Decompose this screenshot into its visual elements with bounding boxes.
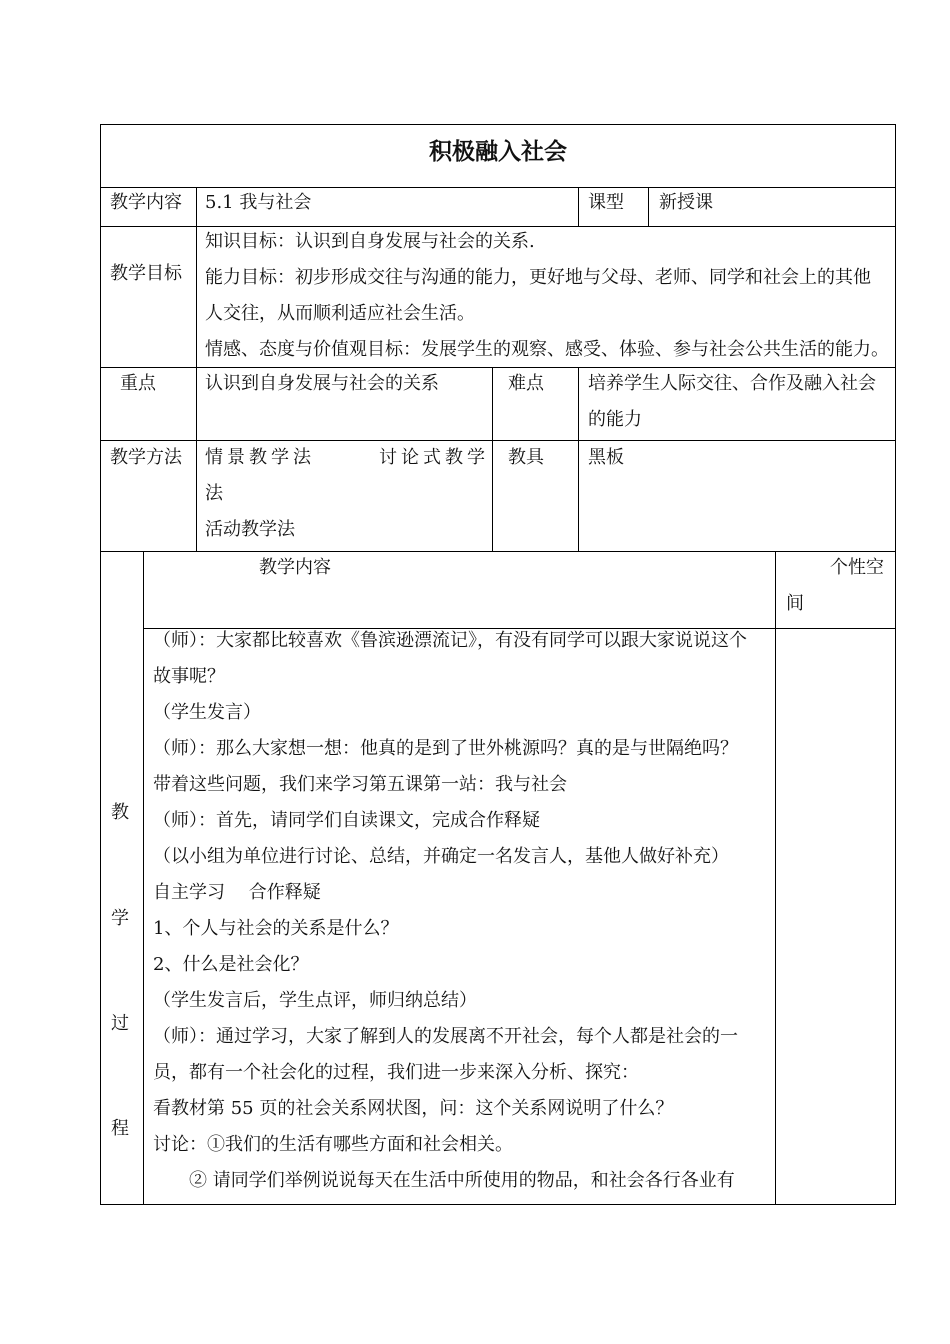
difficulty-line: 培养学生人际交往、合作及融入社会 <box>588 373 876 394</box>
process-line: （学生发言） <box>153 702 261 723</box>
difficulty-label: 难点 <box>508 373 544 394</box>
page-title: 积极融入社会 <box>429 139 567 165</box>
content-column-header: 教学内容 <box>259 557 331 578</box>
table-border-top <box>100 124 896 125</box>
process-line: （师）：大家都比较喜欢《鲁滨逊漂流记》，有没有同学可以跟大家说说这个 <box>153 630 747 651</box>
process-line: 讨论：①我们的生活有哪些方面和社会相关。 <box>153 1134 513 1155</box>
process-line: 故事呢？ <box>153 666 225 687</box>
key-point-label: 重点 <box>120 373 156 394</box>
process-line: 自主学习 合作释疑 <box>153 882 321 903</box>
table-border-right <box>895 124 896 1205</box>
col-divider <box>578 367 579 552</box>
process-line: （学生发言后，学生点评，师归纳总结） <box>153 990 477 1011</box>
personal-space-header-cont: 间 <box>786 593 804 614</box>
method-item-continued: 法 <box>205 483 223 504</box>
process-line: 看教材第 55 页的社会关系网状图，问：这个关系网说明了什么？ <box>153 1098 674 1119</box>
process-line: 2、什么是社会化？ <box>153 954 309 975</box>
process-side-char: 教 <box>111 802 129 823</box>
col-divider <box>775 551 776 1205</box>
col-divider <box>143 551 144 1205</box>
table-border-left <box>100 124 101 1205</box>
personal-space-header: 个性空 <box>830 557 884 578</box>
process-line: 1、个人与社会的关系是什么？ <box>153 918 399 939</box>
process-side-char: 学 <box>111 908 129 929</box>
lesson-type-value: 新授课 <box>659 192 713 213</box>
goals-text <box>205 224 889 368</box>
goal-line: 人交往，从而顺利适应社会生活。 <box>205 303 475 324</box>
process-side-char: 程 <box>111 1118 129 1139</box>
method-item: 情景教学法 <box>205 447 315 468</box>
table-border-bottom <box>100 1204 896 1205</box>
method-item: 讨论式教学 <box>379 447 489 468</box>
process-line: ② 请同学们举例说说每天在生活中所使用的物品，和社会各行各业有 <box>153 1170 735 1191</box>
process-side-char: 过 <box>111 1013 129 1034</box>
col-divider <box>492 367 493 552</box>
process-content <box>153 623 747 1199</box>
tools-label: 教具 <box>508 447 544 468</box>
difficulty-line: 的能力 <box>588 409 642 430</box>
goals-label: 教学目标 <box>110 263 182 284</box>
row-divider <box>100 551 896 552</box>
process-line: （师）：那么大家想一想：他真的是到了世外桃源吗？真的是与世隔绝吗？ <box>153 738 738 759</box>
col-divider <box>578 187 579 227</box>
col-divider <box>648 187 649 227</box>
process-line: （师）：通过学习，大家了解到人的发展离不开社会，每个人都是社会的一 <box>153 1026 738 1047</box>
process-line: （以小组为单位进行讨论、总结，并确定一名发言人，基他人做好补充） <box>153 846 729 867</box>
content-label: 教学内容 <box>110 192 182 213</box>
process-line: 员，都有一个社会化的过程，我们进一步来深入分析、探究： <box>153 1062 639 1083</box>
content-value: 5.1 我与社会 <box>205 192 312 213</box>
method-label: 教学方法 <box>110 447 182 468</box>
difficulty-value <box>588 366 876 438</box>
col-divider <box>196 187 197 552</box>
goal-line: 能力目标：初步形成交往与沟通的能力，更好地与父母、老师、同学和社会上的其他 <box>205 267 871 288</box>
lesson-type-label: 课型 <box>588 192 624 213</box>
key-point-value: 认识到自身发展与社会的关系 <box>205 373 439 394</box>
goal-line: 知识目标：认识到自身发展与社会的关系. <box>205 231 535 252</box>
process-line: （师）：首先，请同学们自读课文，完成合作释疑 <box>153 810 540 831</box>
method-item: 活动教学法 <box>205 519 295 540</box>
goal-line: 情感、态度与价值观目标：发展学生的观察、感受、体验、参与社会公共生活的能力。 <box>205 339 889 360</box>
process-line: 带着这些问题，我们来学习第五课第一站：我与社会 <box>153 774 567 795</box>
tools-value: 黑板 <box>588 447 624 468</box>
